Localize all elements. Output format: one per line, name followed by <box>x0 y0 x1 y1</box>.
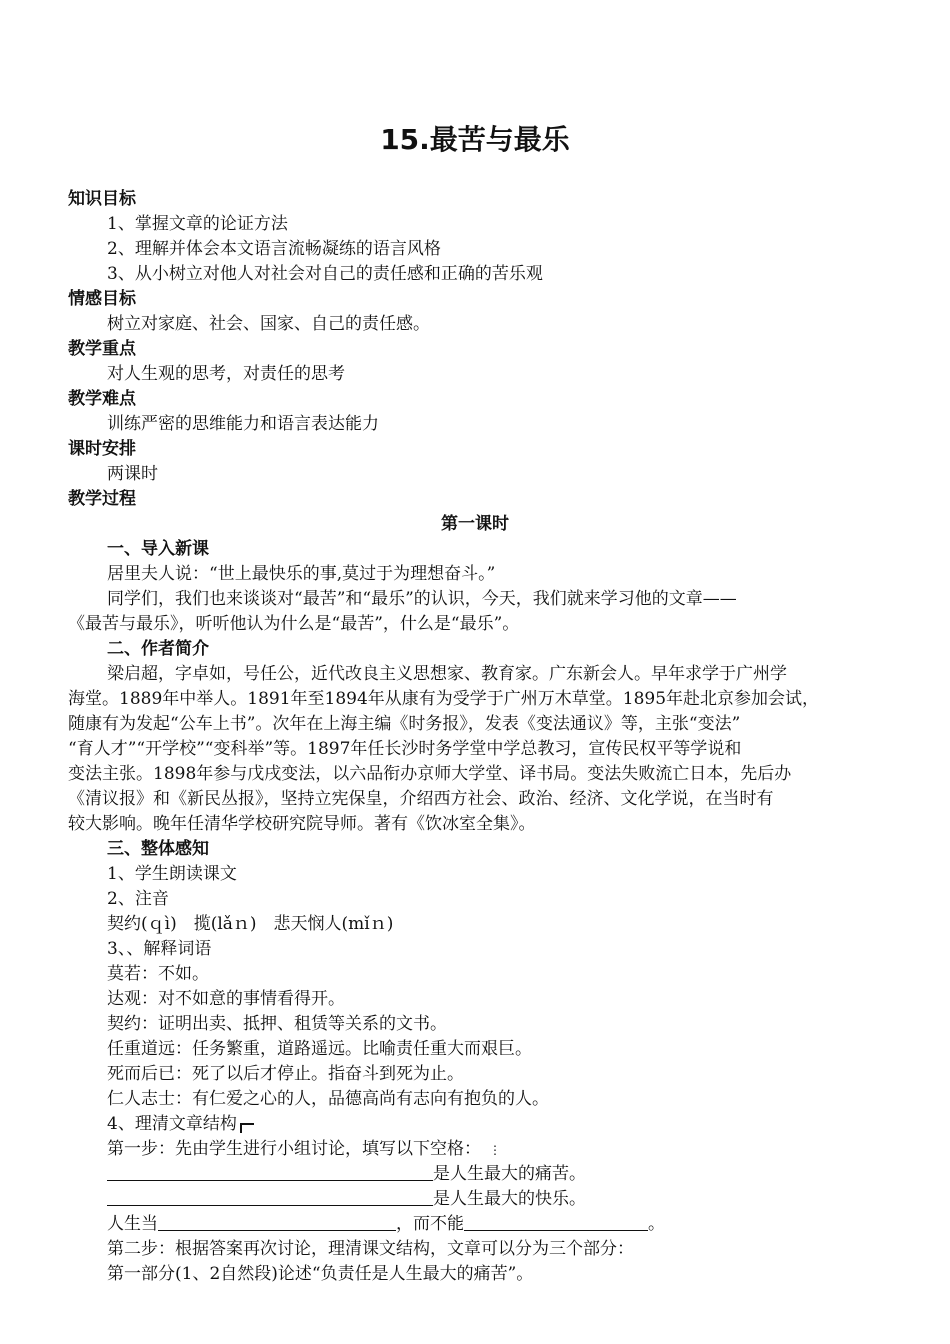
heading-author: 二、作者简介 <box>107 639 209 659</box>
glossary-item: 仁人志士：有仁爱之心的人，品德高尚有志向有抱负的人。 <box>107 1089 549 1109</box>
heading-difficulties: 教学难点 <box>68 389 136 409</box>
knowledge-goal-2: 2、理解并体会本文语言流畅凝练的语言风格 <box>107 239 441 259</box>
author-line-1: 梁启超，字卓如，号任公，近代改良主义思想家、教育家。广东新会人。早年求学于广州学 <box>107 664 787 684</box>
intro-line-2: 同学们，我们也来谈谈对“最苦”和“最乐”的认识，今天，我们就来学习他的文章—— <box>107 589 737 609</box>
text-cursor-mark <box>240 1123 254 1133</box>
fill-blank-3-prefix: 人生当 <box>107 1214 158 1234</box>
fill-blank-1-suffix: 是人生最大的痛苦。 <box>433 1164 586 1184</box>
heading-overview: 三、整体感知 <box>107 839 209 859</box>
heading-intro: 一、导入新课 <box>107 539 209 559</box>
glossary-item: 死而后已：死了以后才停止。指奋斗到死为止。 <box>107 1064 464 1084</box>
schedule-text: 两课时 <box>107 464 158 484</box>
fill-blank-3b[interactable] <box>464 1212 648 1231</box>
discussion-instruction <box>107 1137 501 1162</box>
fill-blank-row-1 <box>107 1162 586 1187</box>
pinyin-line: 契约(ｑì) 揽(lǎｎ) 悲天悯人(mǐｎ) <box>107 914 394 934</box>
dotted-mark: ⋮ <box>489 1143 501 1157</box>
knowledge-goal-1: 1、掌握文章的论证方法 <box>107 214 288 234</box>
overview-step-3: 3、、解释词语 <box>107 939 212 959</box>
glossary-item: 契约：证明出卖、抵押、租赁等关系的文书。 <box>107 1014 447 1034</box>
author-line-2: 海堂。1889年中举人。1891年至1894年从康有为受学于广州万木草堂。1895年赴北京参加会试， <box>68 689 820 709</box>
fill-blank-2-suffix: 是人生最大的快乐。 <box>433 1189 586 1209</box>
lesson-title: 第一课时 <box>441 514 509 534</box>
overview-step-2: 2、注音 <box>107 889 169 909</box>
key-points-text: 对人生观的思考，对责任的思考 <box>107 364 345 384</box>
fill-blank-row-2 <box>107 1187 586 1212</box>
fill-blank-row-3 <box>107 1212 665 1237</box>
glossary-item: 莫若：不如。 <box>107 964 209 984</box>
author-line-6: 《清议报》和《新民丛报》，坚持立宪保皇，介绍西方社会、政治、经济、文化学说，在当时有 <box>68 789 774 809</box>
document-title: 15.最苦与最乐 <box>380 123 570 156</box>
glossary-item: 任重道远：任务繁重，道路遥远。比喻责任重大而艰巨。 <box>107 1039 532 1059</box>
overview-step-1: 1、学生朗读课文 <box>107 864 237 884</box>
fill-blank-2[interactable] <box>107 1187 433 1206</box>
overview-step-4 <box>107 1112 254 1137</box>
difficulties-text: 训练严密的思维能力和语言表达能力 <box>107 414 379 434</box>
author-line-5: 变法主张。1898年参与戊戌变法，以六品衔办京师大学堂、译书局。变法失败流亡日本，先后办 <box>68 764 792 784</box>
part-one-text: 第一部分(1、2自然段)论述“负责任是人生最大的痛苦”。 <box>107 1264 534 1284</box>
author-line-4: “育人才”“开学校”“变科举”等。1897年任长沙时务学堂中学总教习，宣传民权平等学说和 <box>68 739 742 759</box>
author-line-3: 随康有为发起“公车上书”。次年在上海主编《时务报》，发表《变法通议》等，主张“变法” <box>68 714 741 734</box>
discussion-instruction-text: 第一步：先由学生进行小组讨论，填写以下空格： <box>107 1139 481 1159</box>
heading-schedule: 课时安排 <box>68 439 136 459</box>
heading-process: 教学过程 <box>68 489 136 509</box>
second-step-text: 第二步：根据答案再次讨论，理清课文结构，文章可以分为三个部分： <box>107 1239 634 1259</box>
fill-blank-3-end: 。 <box>648 1214 665 1234</box>
heading-emotion-goals: 情感目标 <box>68 289 136 309</box>
heading-knowledge-goals: 知识目标 <box>68 189 136 209</box>
heading-key-points: 教学重点 <box>68 339 136 359</box>
fill-blank-3-mid: ，而不能 <box>396 1214 464 1234</box>
intro-line-3: 《最苦与最乐》，听听他认为什么是“最苦”，什么是“最乐”。 <box>68 614 520 634</box>
fill-blank-3a[interactable] <box>158 1212 396 1231</box>
intro-line-1: 居里夫人说：“世上最快乐的事,莫过于为理想奋斗。” <box>107 564 496 584</box>
emotion-goal-text: 树立对家庭、社会、国家、自己的责任感。 <box>107 314 430 334</box>
author-line-7: 较大影响。晚年任清华学校研究院导师。著有《饮冰室全集》。 <box>68 814 536 834</box>
overview-step-4-label: 4、理清文章结构 <box>107 1114 237 1134</box>
glossary-item: 达观：对不如意的事情看得开。 <box>107 989 345 1009</box>
fill-blank-1[interactable] <box>107 1162 433 1181</box>
knowledge-goal-3: 3、从小树立对他人对社会对自己的责任感和正确的苦乐观 <box>107 264 543 284</box>
